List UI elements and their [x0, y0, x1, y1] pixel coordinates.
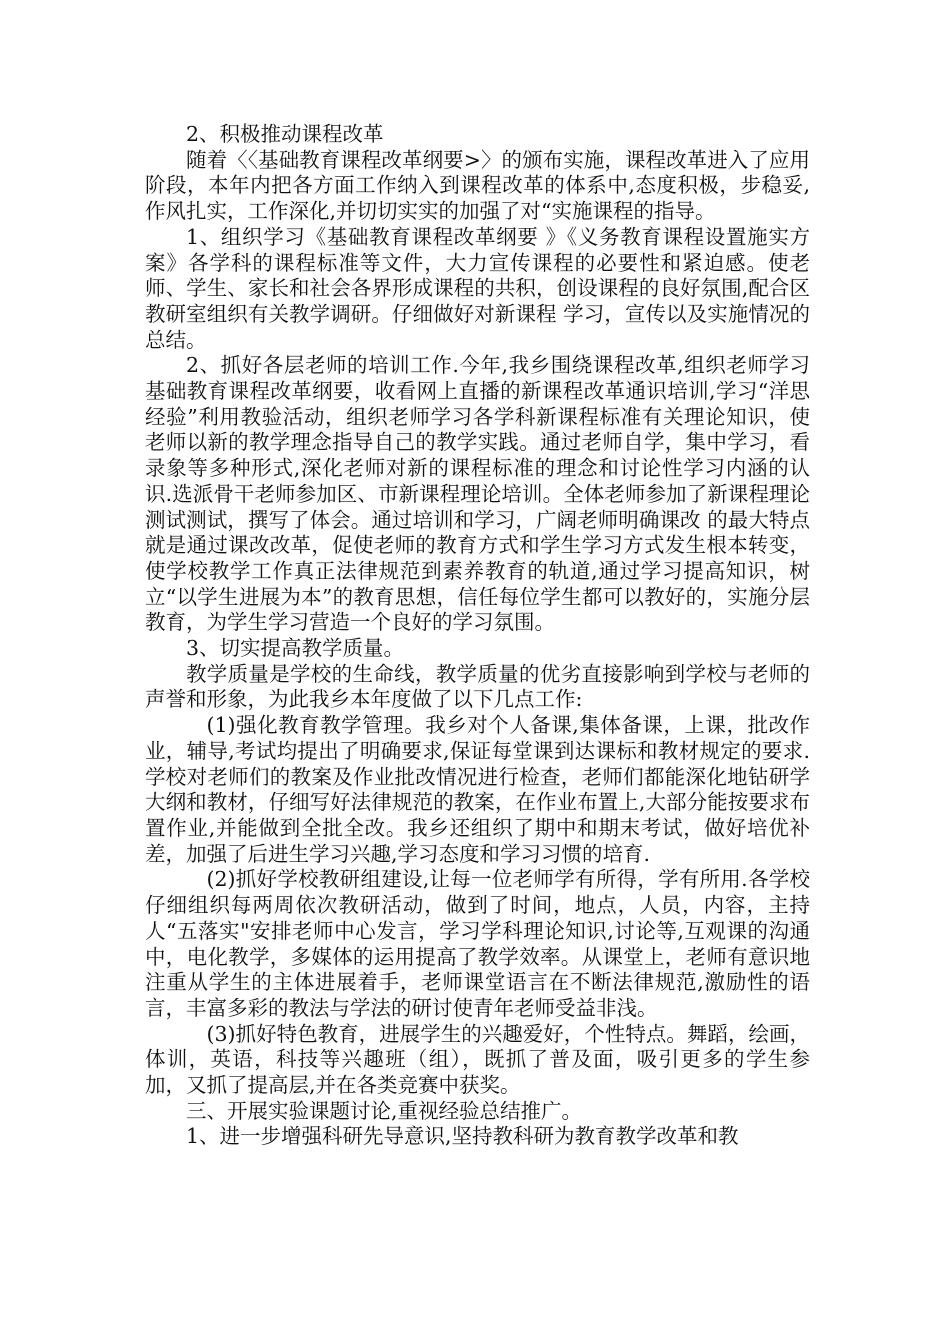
paragraph-research-groups: (2)抓好学校教研组建设,让每一位老师学有所得，学有所用.各学校仔细组织每两周依次教研活动，做到了时间，地点，人员，内容，主持人“五落实"安排老师中心发言，学习学科理论知识,讨论等,互观课的沟通中，电化教学，多媒体的运用提高了教学效率。从课堂上，老师有意识地注重从学生的主体进展着手，老师课堂语言在不断法律规范,激励性的语言，丰富多彩的教法与学法的研讨使青年老师受益非浅。: [145, 867, 810, 1020]
paragraph-reform-intro: 随着〈〈基础教育课程改革纲要>〉的颁布实施，课程改革进入了应用阶段，本年内把各方面工作纳入到课程改革的体系中,态度积极，步稳妥,作风扎实，工作深化,并切切实实的加强了对“实施课程的指导。: [145, 147, 810, 224]
paragraph-quality-lifeline: 教学质量是学校的生命线，教学质量的优劣直接影响到学校与老师的声誉和形象，为此我乡本年度做了以下几点工作:: [145, 661, 810, 712]
paragraph-teacher-training: 2、抓好各层老师的培训工作.今年,我乡围绕课程改革,组织老师学习基础教育课程改革纲要，收看网上直播的新课程改革通识培训,学习“洋思经验”利用教验活动，组织老师学习各学科新课程标准有关理论知识，使老师以新的教学理念指导自己的教学实践。通过老师自学，集中学习，看录象等多种形式,深化老师对新的课程标准的理念和讨论性学习内涵的认识.选派骨干老师参加区、市新课程理论培训。全体老师参加了新课程理论测试测试，撰写了体会。通过培训和学习，广阔老师明确课改 的最大特点就是通过课改改革，促使老师的教育方式和学生学习方式发生根本转变，使学校教学工作真正法律规范到素养教育的轨道,通过学习提高知识，树立“以学生进展为本”的教育思想，信任每位学生都可以教好的，实施分层教育，为学生学习营造一个良好的学习氛围。: [145, 353, 810, 635]
section-heading-experimental-research: 三、开展实验课题讨论,重视经验总结推广。: [186, 1098, 583, 1123]
paragraph-special-education: (3)抓好特色教育，进展学生的兴趣爱好，个性特点。舞蹈，绘画，体训，英语，科技等兴趣班（组），既抓了普及面，吸引更多的学生参加，又抓了提高层,并在各类竞赛中获奖。: [145, 1021, 810, 1098]
paragraph-teaching-management: (1)强化教育教学管理。我乡对个人备课,集体备课，上课，批改作业，辅导,考试均提出了明确要求,保证每堂课到达课标和教材规定的要求.学校对老师们的教案及作业批改情况进行检查，老师们都能深化地钻研学大纲和教材，仔细写好法律规范的教案，在作业布置上,大部分能按要求布置作业,并能做到全批全改。我乡还组织了期中和期末考试，做好培优补差，加强了后进生学习兴趣,学习态度和学习习惯的培育.: [145, 713, 810, 866]
paragraph-study-organization: 1、组织学习《基础教育课程改革纲要 》《义务教育课程设置施实方案》各学科的课程标准等文件，大力宣传课程的必要性和紧迫感。使老师、学生、家长和社会各界形成课程的共积，创设课程的良好氛围,配合区教研室组织有关教学调研。仔细做好对新课程 学习，宣传以及实施情况的总结。: [145, 224, 810, 352]
paragraph-research-awareness: 1、进一步增强科研先导意识,坚持教科研为教育教学改革和教: [186, 1124, 739, 1149]
section-heading-teaching-quality: 3、切实提高教学质量。: [186, 636, 405, 661]
section-heading-curriculum-reform: 2、积极推动课程改革: [186, 122, 384, 146]
document-body: [145, 122, 810, 1150]
